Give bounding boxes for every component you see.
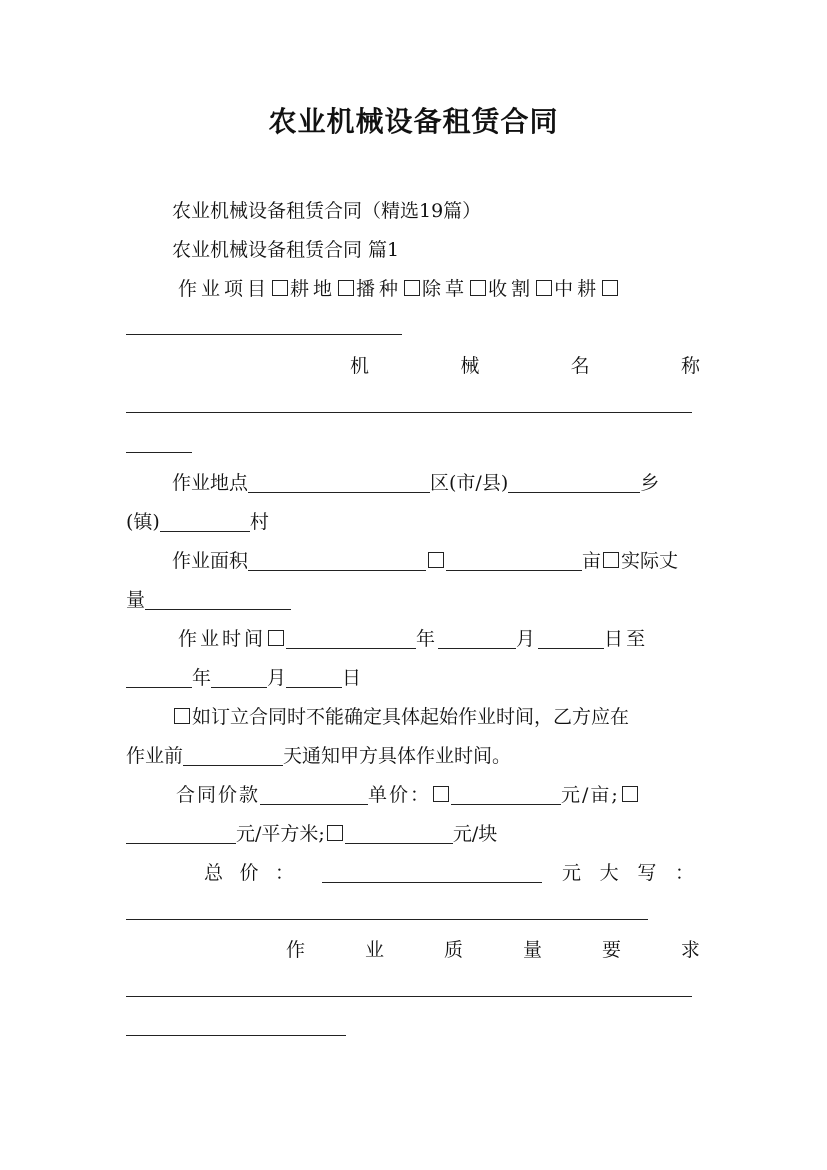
machine-name-label: 机 械 名 称 (350, 355, 700, 377)
mu-blank[interactable] (446, 550, 582, 571)
checkbox[interactable] (433, 786, 449, 802)
checkbox[interactable] (327, 825, 343, 841)
total-big-blank[interactable] (126, 919, 648, 920)
district-blank[interactable] (248, 472, 430, 493)
checkbox[interactable] (268, 630, 284, 646)
area-label: 作业面积 (172, 550, 249, 572)
start-day-blank[interactable] (538, 628, 604, 649)
end-day-blank[interactable] (286, 667, 342, 688)
checkbox[interactable] (404, 280, 420, 296)
document-title: 农业机械设备租赁合同 (268, 105, 559, 138)
per-block-blank[interactable] (345, 823, 453, 844)
notice-line: 如订立合同时不能确定具体起始作业时间，乙方应在 (172, 704, 629, 730)
option-harvest: 收割 (488, 278, 535, 300)
village-label: 村 (249, 511, 269, 533)
end-year-blank[interactable] (126, 667, 192, 688)
checkbox[interactable] (428, 552, 444, 568)
area-line (172, 548, 678, 574)
time-end-line: 年 月 日 (126, 665, 361, 691)
measure-blank[interactable] (145, 589, 291, 610)
price-line: 合同价款 单价： 元/亩; (176, 782, 640, 808)
village-blank[interactable] (160, 511, 250, 532)
price-line-2: 元/平方米; 元/块 (126, 821, 497, 847)
time-label: 作业时间 (178, 628, 267, 650)
notice-line-2: 作业前 天通知甲方具体作业时间。 (126, 745, 512, 767)
project-line (178, 276, 620, 302)
section-heading: 农业机械设备租赁合同 篇1 (172, 239, 400, 261)
village-line: (镇) 村 (126, 511, 269, 533)
price-label: 合同价款 (176, 784, 261, 806)
start-year-blank[interactable] (286, 628, 416, 649)
per-sqm-blank[interactable] (126, 823, 236, 844)
town-blank[interactable] (508, 472, 640, 493)
option-sow: 播种 (356, 278, 403, 300)
checkbox[interactable] (622, 786, 638, 802)
location-line (172, 470, 659, 496)
quality-blank[interactable] (126, 996, 692, 997)
town-label: 乡 (640, 472, 660, 494)
measure-line: 量 (126, 587, 291, 613)
option-cultivate: 中耕 (554, 278, 601, 300)
checkbox[interactable] (338, 280, 354, 296)
price-blank[interactable] (260, 784, 368, 805)
checkbox[interactable] (603, 552, 619, 568)
checkbox[interactable] (470, 280, 486, 296)
total-big-label: 元 大 写 ： (562, 862, 694, 884)
checkbox[interactable] (272, 280, 288, 296)
project-label: 作业项目 (178, 278, 271, 300)
option-plow: 耕地 (290, 278, 337, 300)
option-weed: 除草 (422, 278, 469, 300)
machine-name-blank[interactable] (126, 412, 692, 413)
total-blank[interactable] (322, 882, 542, 883)
per-mu-blank[interactable] (451, 784, 561, 805)
location-label: 作业地点 (172, 472, 249, 494)
quality-label: 作 业 质 量 要 求 (286, 939, 700, 961)
subtitle: 农业机械设备租赁合同（精选19篇） (172, 200, 482, 222)
district-label: 区(市/县) (430, 472, 509, 494)
project-other-blank[interactable] (126, 334, 402, 335)
machine-name-blank-cont[interactable] (126, 452, 192, 453)
mu-label: 亩 (582, 550, 602, 572)
quality-blank-cont[interactable] (126, 1035, 346, 1036)
start-month-blank[interactable] (438, 628, 516, 649)
time-line: 作业时间 年 月 日至 (178, 628, 649, 650)
area-blank[interactable] (248, 550, 426, 571)
notice-days-blank[interactable] (183, 745, 283, 766)
checkbox[interactable] (602, 280, 618, 296)
checkbox[interactable] (536, 280, 552, 296)
actual-label: 实际丈 (621, 550, 679, 572)
total-label: 总 价 ： (204, 862, 294, 884)
checkbox[interactable] (174, 708, 190, 724)
end-month-blank[interactable] (211, 667, 267, 688)
